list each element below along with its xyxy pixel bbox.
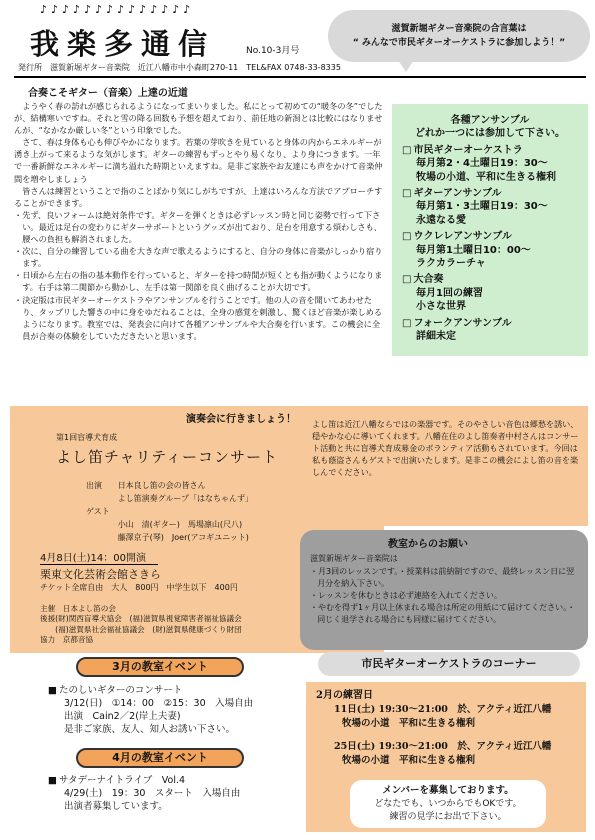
cast-role xyxy=(86,532,116,543)
ensemble-schedule: 毎月第2・4土曜日19：30～ xyxy=(416,158,548,170)
concert-date: 4月8日(土)14：00開演 xyxy=(40,549,158,565)
article-tip: ・先ず、良いフォームは絶対条件です。ギターを弾くときは必ずレッスン時と同じ姿勢で行って下さい。最近は足台の変わりにギターサポートというグッズが出ており、足台を用意する煩わしさも、腰への負担も解消されました。 xyxy=(14,209,382,245)
recruit-heading: メンバーを募集しております。 xyxy=(382,785,514,796)
april-event xyxy=(48,774,240,813)
ensemble-pieces: 小さな世界 xyxy=(416,301,466,313)
concert-venue: 栗東文化芸術会館さきら xyxy=(40,568,161,581)
recruit-line: 練習の見学にお出で下さい。 xyxy=(389,812,507,822)
notice-heading: 教室からのお願い xyxy=(388,539,468,550)
concert-title: よし笛チャリティーコンサート xyxy=(56,448,279,466)
ensemble-group xyxy=(402,317,578,344)
motto-callout xyxy=(328,10,590,62)
notice-item: ・月3回のレッスンです。・授業料は前納制ですので、最終レッスン日に翌月分を納入下さい。 xyxy=(310,567,575,588)
event-detail: 是非ご家族、友人、知人お誘い下さい。 xyxy=(64,724,236,735)
march-event-label: 3月の教室イベント xyxy=(76,657,244,677)
orchestra-corner-title: 市民ギターオーケストラのコーナー xyxy=(318,652,580,676)
ensemble-group-name: □ ギターアンサンブル xyxy=(402,187,578,200)
organizer-line: 協力 京都音協 xyxy=(40,635,94,645)
concert-organizers xyxy=(40,604,242,646)
ensemble-group-name: □ ウクレレアンサンブル xyxy=(402,230,578,243)
article-tip: ・決定版は市民ギターオーケストラやアンサンブルを行うことです。他の人の音を聞いてあわせたり、タップリした響きの中に身をゆだねることは、全身の感覚を刺激し、驚くほど音楽が楽しめるようになります。教室では、発表会に向けて各種アンサンブルや大合奏を行います。この機会に全員が合奏の体験をしていただきたいと思います。 xyxy=(14,294,383,341)
ensemble-group-name: □ 大合奏 xyxy=(402,273,578,286)
ensemble-group-name: □ 市民ギターオーケストラ xyxy=(402,144,578,157)
march-event xyxy=(48,684,253,736)
concert-tickets: チケット全席自由 大人 800円 中学生以下 400円 xyxy=(40,583,238,592)
newsletter-title: 我楽多通信 xyxy=(30,27,216,61)
cast-role: 出演 xyxy=(86,481,102,490)
concert-heading: 演奏会に行きましょう！ xyxy=(186,414,296,425)
event-detail: 3/12(日) ①14：00 ②15：30 入場自由 xyxy=(64,698,254,709)
ensemble-schedule: 毎月1回の練習 xyxy=(416,287,483,299)
organizer-line: 主催 日本よし笛の会 xyxy=(40,604,116,613)
cast-row xyxy=(86,506,259,517)
event-name: ■ たのしいギターのコンサート xyxy=(48,684,253,697)
ensemble-group xyxy=(402,187,578,227)
event-detail: 出演者募集しています。 xyxy=(64,801,168,812)
event-detail: 4/29(土) 19：30 スタート 入場自由 xyxy=(64,788,241,799)
publisher-line: 発行所 滋賀新堀ギター音楽院 近江八幡市中小森町270-11 TEL&FAX 0748-33-8335 xyxy=(18,63,341,72)
article-paragraph: さて、春は身体も心も伸びやかになります。若葉の芽吹きを見ていると身体の内からエネルギーが湧き上がって来るような気がします。ギターの練習もずっとやり易くなり、より身につきます。一年で一番新鮮なエネルギーに満ち溢れた時期といえますね。是非ご家族やお友達にも声をかけて音楽仲間を増やしましょう xyxy=(14,137,383,184)
event-name: ■ サタデーナイトライブ Vol.4 xyxy=(48,774,240,787)
notice-intro: 滋賀新堀ギター音楽院は xyxy=(310,554,398,563)
article-paragraph: 皆さんは練習ということで指のことばかり気にしがちですが、上達はいろんな方法でアプローチすることができます。 xyxy=(14,185,383,208)
organizer-line: (福)滋賀県社会福祉協議会 (財)滋賀県健康づくり財団 xyxy=(40,624,242,634)
practice-session xyxy=(334,740,551,767)
april-event-label: 4月の教室イベント xyxy=(76,748,244,768)
concert-description: よし笛は近江八幡ならではの楽器です。そのやさしい音色は郷愁を誘い、穏やかな心に導いてくれます。八幡在住のよし笛奏者中村さんはコンサート活動と共に盲導犬育成募金のボランティア活動もされています。今回は私も蔭盗さんもゲストで出演いたします。是非この機会によし笛の音を楽しんでください。 xyxy=(312,419,579,477)
motto-line: 滋賀新堀ギター音楽院の合言葉は xyxy=(391,24,527,34)
session-when: 11日(土) 19:30～21:00 於、アクティ近江八幡 xyxy=(334,704,552,715)
motto-line: “ みんなで市民ギターオーケストラに参加しよう！” xyxy=(352,38,566,48)
cast-role xyxy=(86,493,116,504)
article-tip: ・日頃から左右の指の基本動作を行っていると、ギターを持つ時間が短くとも指が動くようになります。右手は第二関節から動かし、左手は第一関節を良く曲げることが大切です。 xyxy=(14,270,383,293)
cast-row xyxy=(86,480,259,491)
cast-row xyxy=(86,519,259,530)
cast-names: 藤澤京子(琴) Joer(アコギユニット) xyxy=(117,533,249,542)
notice-item: ・やむを得ず1ヶ月以上休まれる場合は所定の用紙にて届けてください。・同じく退学される場合にも同様に届けてください。 xyxy=(310,603,576,624)
organizer-line: 後援(財)関西盲導犬協会 (福)滋賀県視覚障害者福祉協議会 xyxy=(40,614,242,624)
cast-row xyxy=(86,532,259,543)
session-when: 25日(土) 19:30～21:00 於、アクティ近江八幡 xyxy=(334,741,552,752)
ensemble-pieces: 牧場の小道、平和に生きる権利 xyxy=(416,171,556,183)
article-body xyxy=(14,100,384,342)
ensemble-schedule: 毎月第1・3土曜日19：30～ xyxy=(416,201,548,213)
event-detail: 出演 Cain2／2(岸上夫妻) xyxy=(64,711,181,722)
ensemble-group xyxy=(402,273,578,313)
cast-names: よし笛演奏グループ「はなちゃんず」 xyxy=(117,494,254,503)
concert-cast xyxy=(84,478,261,545)
practice-month: 2月の練習日 xyxy=(316,690,373,701)
ensemble-pieces: 永遠なる愛 xyxy=(416,214,466,226)
ensemble-pieces: ラクカラーチャ xyxy=(416,258,486,270)
music-notes-decoration: ♪♪♪♪♪♪♪♪♪♪♪♪♪♪ xyxy=(40,3,195,16)
notice-item: ・レッスンを休むときは必ず連絡を入れてください。 xyxy=(310,591,502,600)
ensemble-heading: 各種アンサンブル xyxy=(450,115,530,126)
cast-names: 日本良し笛の会の皆さん xyxy=(117,481,206,490)
article-tip: ・次に、自分の練習している曲を大きな声で歌えるようにすると、自分の身体に音楽がしっかり宿ります。 xyxy=(14,246,383,269)
ensemble-group xyxy=(402,230,578,270)
ensemble-group-name: □ フォークアンサンブル xyxy=(402,317,578,330)
session-pieces: 牧場の小道 平和に生きる権利 xyxy=(342,754,476,766)
header-divider xyxy=(14,76,586,78)
concert-subtitle: 第1回盲導犬育成 xyxy=(56,433,118,442)
notice-list xyxy=(310,566,580,626)
session-pieces: 牧場の小道 平和に生きる権利 xyxy=(342,717,476,729)
article-tips-list xyxy=(14,209,384,342)
ensemble-subheading: どれか一つには参加して下さい。 xyxy=(415,128,565,140)
recruit-line: どなたでも、いつからでもOKです。 xyxy=(374,798,522,809)
issue-number: No.10-3月号 xyxy=(246,46,300,56)
cast-role xyxy=(86,519,116,530)
article-paragraph: ようやく春の訪れが感じられるようになってまいりました。私にとって初めての“暖冬の冬”でしたが、結構寒いですね。それと雪の降る回数も予想を超えており、前任地の新潟とは比較にはなりませんが、“なかなか厳しい冬”という印象でした。 xyxy=(14,101,383,136)
cast-row xyxy=(86,493,259,504)
recruit-notice xyxy=(350,780,546,828)
ensemble-group xyxy=(402,144,578,184)
cast-names xyxy=(118,506,259,517)
cast-names: 小山 清(ギター) 馬場凛山(尺八) xyxy=(117,520,243,529)
ensemble-schedule: 毎月第1土曜日10：00～ xyxy=(416,244,531,256)
article-heading: 合奏こそギター（音楽）上達の近道 xyxy=(28,88,188,99)
practice-session xyxy=(334,703,551,730)
ensemble-box xyxy=(392,104,588,356)
cast-role: ゲスト xyxy=(86,507,110,516)
ensemble-schedule: 詳細未定 xyxy=(416,331,456,343)
